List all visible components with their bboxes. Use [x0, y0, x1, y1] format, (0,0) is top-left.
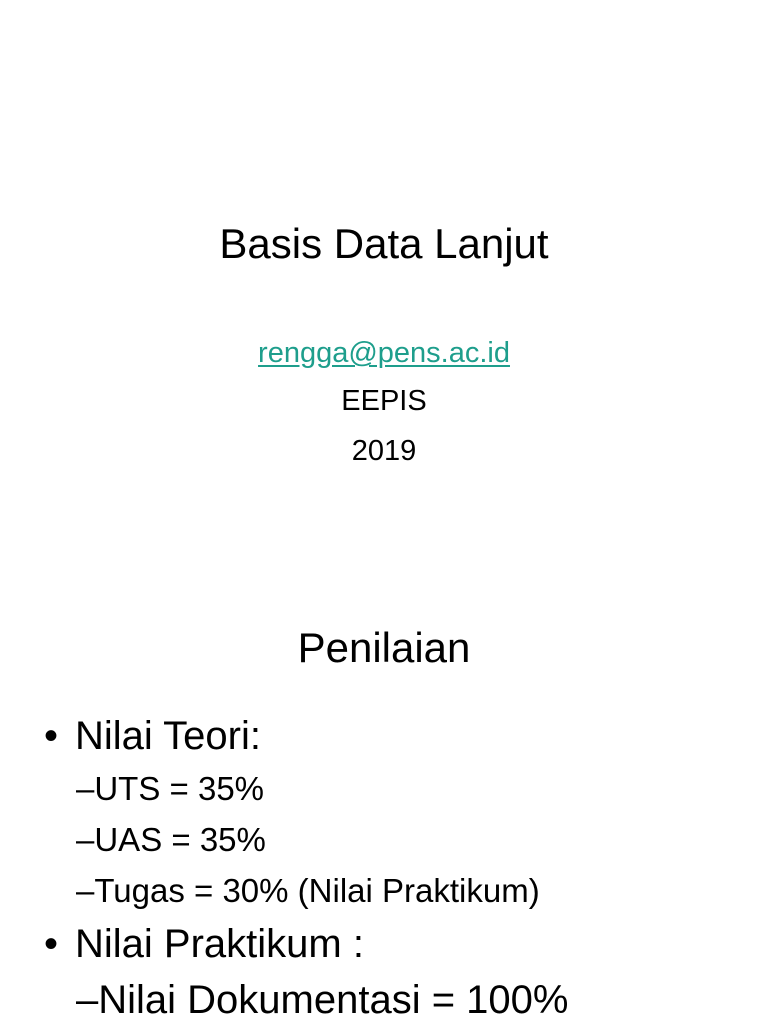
bullet-item-nilai-teori [44, 712, 261, 760]
sub-item-uts: –UTS = 35% [76, 770, 265, 807]
organization: EEPIS [341, 385, 427, 417]
year: 2019 [351, 435, 417, 467]
bullet-label: Nilai Praktikum : [75, 922, 364, 966]
sub-item-dokumentasi: –Nilai Dokumentasi = 100% [76, 978, 569, 1022]
author-email [0, 334, 768, 372]
sub-item-uas: –UAS = 35% [76, 821, 266, 858]
bullet-label: Nilai Teori: [75, 714, 261, 758]
slide-title: Penilaian [297, 624, 471, 671]
bullet-item-nilai-praktikum [44, 920, 364, 968]
bullet-icon: • [44, 922, 59, 966]
sub-item-tugas: –Tugas = 30% (Nilai Praktikum) [76, 872, 540, 909]
grading-slide [0, 582, 768, 1024]
slide-title: Basis Data Lanjut [219, 220, 549, 267]
bullet-icon: • [44, 714, 59, 758]
email-link[interactable]: rengga@pens.ac.id [258, 337, 510, 369]
